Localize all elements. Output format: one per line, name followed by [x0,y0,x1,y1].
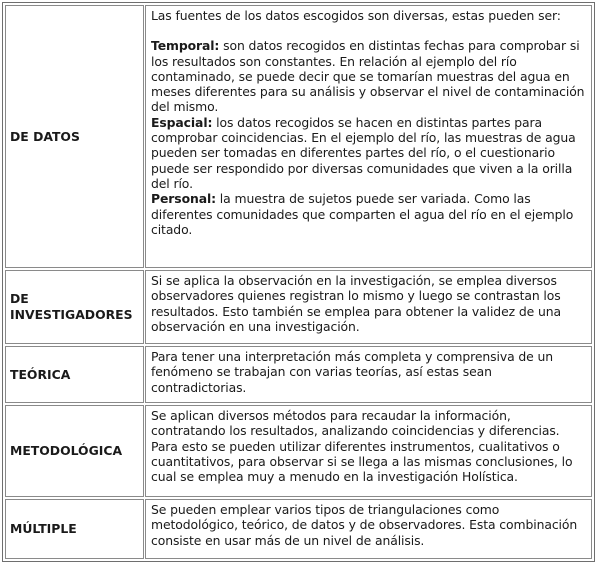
row-label-de-datos [5,5,144,268]
item-text: son datos recogidos en distintas fechas para comprobar si los resultados son constantes. En relación al ejemplo del río contaminado, se puede decir que se tomarían muestras del agua en meses diferentes para su análisis y observar el nivel de contaminación del mismo. [151,38,585,115]
item-text: la muestra de sujetos puede ser variada. Como las diferentes comunidades que comparten el agua del río en el ejemplo citado. [151,191,574,237]
item-personal [151,191,585,237]
item-term: Espacial: [151,114,213,130]
item-temporal [151,38,585,114]
row-label-text: METODOLÓGICA [10,443,123,458]
row-label-metodologica [5,405,144,497]
row-text: Se aplican diversos métodos para recaudar la información, contratando los resultados, analizando coincidencias y diferencias. Para esto se pueden utilizar diferentes instrumentos, cualitativos o cuantitativos, para observar si se llega a las mismas conclusiones, lo cual se emplea muy a menudo en la investigación Holística. [151,408,573,485]
row-label-text: TEÓRICA [10,366,71,382]
row-label-teorica [5,346,144,403]
row-label-de-investigadores [5,270,144,344]
row-label-text: MÚLTIPLE [10,521,77,536]
row-text: Se pueden emplear varios tipos de triangulaciones como metodológico, teórico, de datos y de observadores. Esta combinación consiste en usar más de un nivel de análisis. [151,502,578,548]
row-text: Si se aplica la observación en la investigación, se emplea diversos observadores quienes registran lo mismo y luego se contrastan los resultados. Esto también se emplea para obtener la validez de una observación en una investigación. [151,273,561,334]
row-label-stack [10,291,133,323]
row-label-text: DE DATOS [10,128,80,144]
intro-text: Las fuentes de los datos escogidos son diversas, estas pueden ser: [151,8,561,23]
item-espacial [151,115,585,191]
row-label-line1: DE [10,291,29,306]
triangulation-table [2,2,595,562]
row-label-line2: INVESTIGADORES [10,307,133,322]
row-body-de-datos [145,5,592,268]
row-body-metodologica [145,405,592,497]
item-text: los datos recogidos se hacen en distintas partes para comprobar coincidencias. En el ejemplo del río, las muestras de agua pueden ser tomadas en diferentes partes del río, o el cuestionario puede ser respondido por diversas comunidades que viven a la orilla del río. [151,114,576,191]
row-text: Para tener una interpretación más completa y comprensiva de un fenómeno se trabajan con varias teorías, así estas sean contradictorias. [151,349,554,395]
item-term: Temporal: [151,38,220,54]
row-body-de-investigadores [145,270,592,344]
row-body-teorica [145,346,592,403]
item-term: Personal: [151,191,216,207]
row-body-multiple [145,499,592,559]
row-label-multiple [5,499,144,559]
